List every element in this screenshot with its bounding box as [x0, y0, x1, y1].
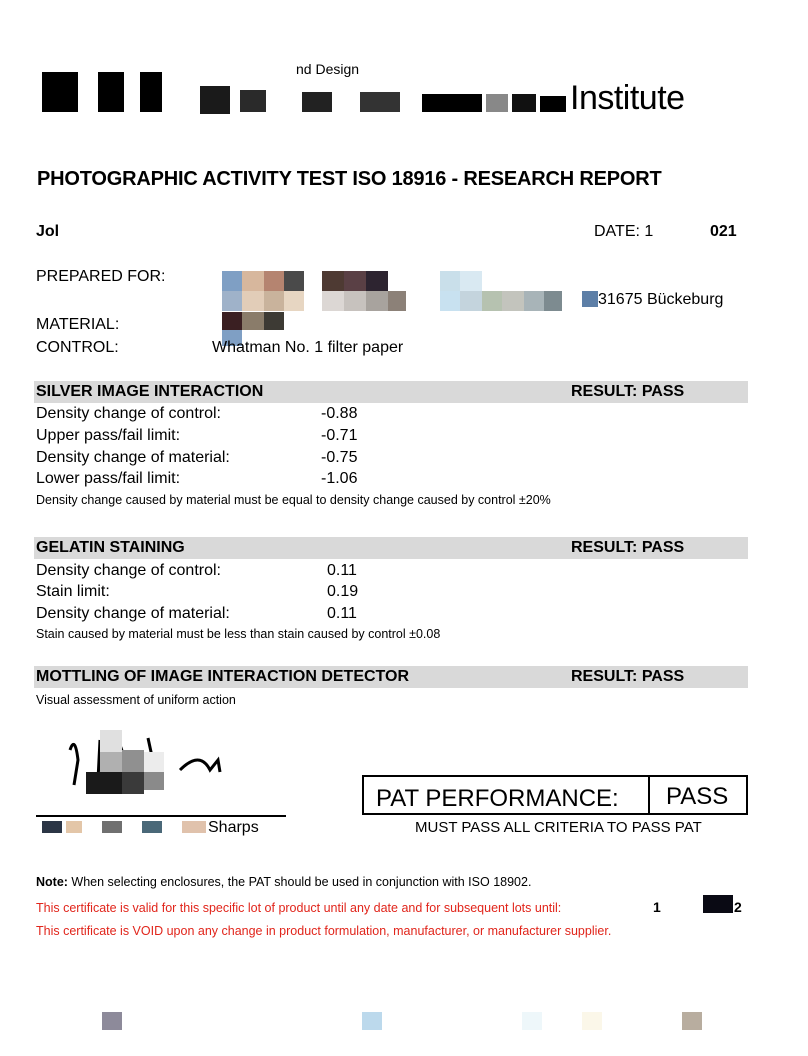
- redaction-block: [98, 72, 124, 112]
- address-fragment: 31675 Bückeburg: [598, 291, 724, 308]
- footer-note-label: Note:: [36, 875, 68, 889]
- pat-divider: [648, 777, 650, 813]
- control-value: Whatman No. 1 filter paper: [212, 339, 404, 356]
- redaction-block: [144, 772, 164, 790]
- row-label: Density change of material:: [36, 605, 230, 622]
- row-value: 0.19: [327, 583, 359, 600]
- redaction-block: [102, 821, 122, 833]
- redaction-block: [122, 750, 144, 772]
- redaction-block: [344, 271, 366, 291]
- redaction-block: [86, 772, 122, 794]
- pat-performance-box: [362, 775, 748, 815]
- redaction-block: [264, 312, 284, 330]
- section-note: Stain caused by material must be less than stain caused by control ±0.08: [36, 627, 441, 641]
- redaction-block: [360, 92, 400, 112]
- redaction-block: [362, 1012, 382, 1030]
- page-title: PHOTOGRAPHIC ACTIVITY TEST ISO 18916 - RESEARCH REPORT: [37, 168, 662, 190]
- redaction-block: [440, 271, 460, 291]
- redaction-block: [366, 291, 388, 311]
- date-fragment: 021: [710, 223, 737, 240]
- redaction-block: [66, 821, 82, 833]
- redaction-block: [222, 271, 242, 291]
- redaction-block: [322, 291, 344, 311]
- material-label: MATERIAL:: [36, 316, 120, 333]
- section-note: Visual assessment of uniform action: [36, 693, 236, 707]
- control-label: CONTROL:: [36, 339, 119, 356]
- redaction-block: [502, 291, 524, 311]
- section-result-mottling: RESULT: PASS: [571, 668, 685, 685]
- redaction-block: [284, 291, 304, 311]
- redaction-block: [540, 96, 566, 112]
- redaction-block: [140, 72, 162, 112]
- row-label: Lower pass/fail limit:: [36, 470, 181, 487]
- redaction-block: [42, 821, 62, 833]
- redaction-block: [422, 94, 482, 112]
- redaction-block: [460, 291, 482, 311]
- redaction-block: [100, 752, 122, 774]
- pat-subtext: MUST PASS ALL CRITERIA TO PASS PAT: [415, 819, 702, 836]
- row-value: 0.11: [327, 605, 357, 622]
- redaction-block: [242, 312, 264, 330]
- redaction-block: [200, 86, 230, 114]
- redaction-block: [72, 224, 110, 242]
- redaction-block: [240, 90, 266, 112]
- redaction-block: [582, 1012, 602, 1030]
- redaction-block: [182, 821, 206, 833]
- redaction-block: [242, 291, 264, 311]
- logo-subtitle: nd Design: [296, 61, 360, 77]
- redaction-block: [264, 271, 284, 291]
- redaction-block: [366, 271, 388, 291]
- row-value: -0.71: [321, 427, 358, 444]
- row-value: -1.06: [321, 470, 358, 487]
- pat-label: PAT PERFORMANCE:: [376, 785, 619, 812]
- redaction-block: [703, 895, 733, 913]
- redaction-block: [302, 92, 332, 112]
- redaction-block: [440, 291, 460, 311]
- section-title-mottling: MOTTLING OF IMAGE INTERACTION DETECTOR: [36, 668, 410, 685]
- prepared-for-label: PREPARED FOR:: [36, 268, 166, 285]
- section-result-gelatin: RESULT: PASS: [571, 539, 685, 556]
- footer-valid-text: This certificate is valid for this specific lot of product until any date and for subsequent lots until:: [36, 901, 562, 915]
- row-label: Density change of control:: [36, 562, 221, 579]
- row-label: Density change of control:: [36, 405, 221, 422]
- redaction-block: [582, 291, 598, 307]
- redaction-block: [102, 1012, 122, 1030]
- redaction-block: [344, 291, 366, 311]
- redaction-block: [42, 72, 78, 112]
- redaction-block: [142, 821, 162, 833]
- redaction-block: [322, 271, 344, 291]
- redaction-block: [388, 291, 406, 311]
- section-title-gelatin: GELATIN STAINING: [36, 539, 185, 556]
- redaction-block: [522, 1012, 542, 1030]
- redaction-block: [222, 312, 242, 330]
- redaction-block: [122, 772, 144, 794]
- redaction-block: [264, 291, 284, 311]
- date-label: DATE: 1: [594, 223, 654, 240]
- redaction-block: [460, 271, 482, 291]
- valid-date-fragment-b: 2: [734, 899, 742, 915]
- section-result-silver: RESULT: PASS: [571, 383, 685, 400]
- redaction-block: [482, 291, 502, 311]
- footer-note-text: When selecting enclosures, the PAT should be used in conjunction with ISO 18902.: [67, 875, 532, 889]
- redaction-block: [242, 271, 264, 291]
- job-label: Jol: [36, 223, 60, 240]
- row-label: Upper pass/fail limit:: [36, 427, 181, 444]
- signature-line: [36, 815, 286, 817]
- redaction-block: [144, 752, 164, 772]
- valid-date-fragment-a: 1: [653, 899, 661, 915]
- row-value: -0.88: [321, 405, 358, 422]
- section-title-silver: SILVER IMAGE INTERACTION: [36, 383, 264, 400]
- row-label: Stain limit:: [36, 583, 110, 600]
- row-value: 0.11: [327, 562, 357, 579]
- redaction-block: [222, 291, 242, 311]
- row-value: -0.75: [321, 449, 358, 466]
- section-note: Density change caused by material must be equal to density change caused by control ±20%: [36, 493, 551, 507]
- footer-void-text: This certificate is VOID upon any change in product formulation, manufacturer, or manufacturer supplier.: [36, 924, 612, 938]
- logo-word: Institute: [570, 79, 685, 117]
- redaction-block: [682, 1012, 702, 1030]
- redaction-block: [668, 224, 708, 242]
- redaction-block: [524, 291, 544, 311]
- pat-result: PASS: [666, 783, 729, 810]
- redaction-block: [284, 271, 304, 291]
- redaction-block: [100, 730, 122, 752]
- row-label: Density change of material:: [36, 449, 230, 466]
- redaction-block: [486, 94, 508, 112]
- redaction-block: [512, 94, 536, 112]
- signature-name-fragment: Sharps: [208, 819, 259, 836]
- redaction-block: [544, 291, 562, 311]
- footer-note: [36, 875, 531, 889]
